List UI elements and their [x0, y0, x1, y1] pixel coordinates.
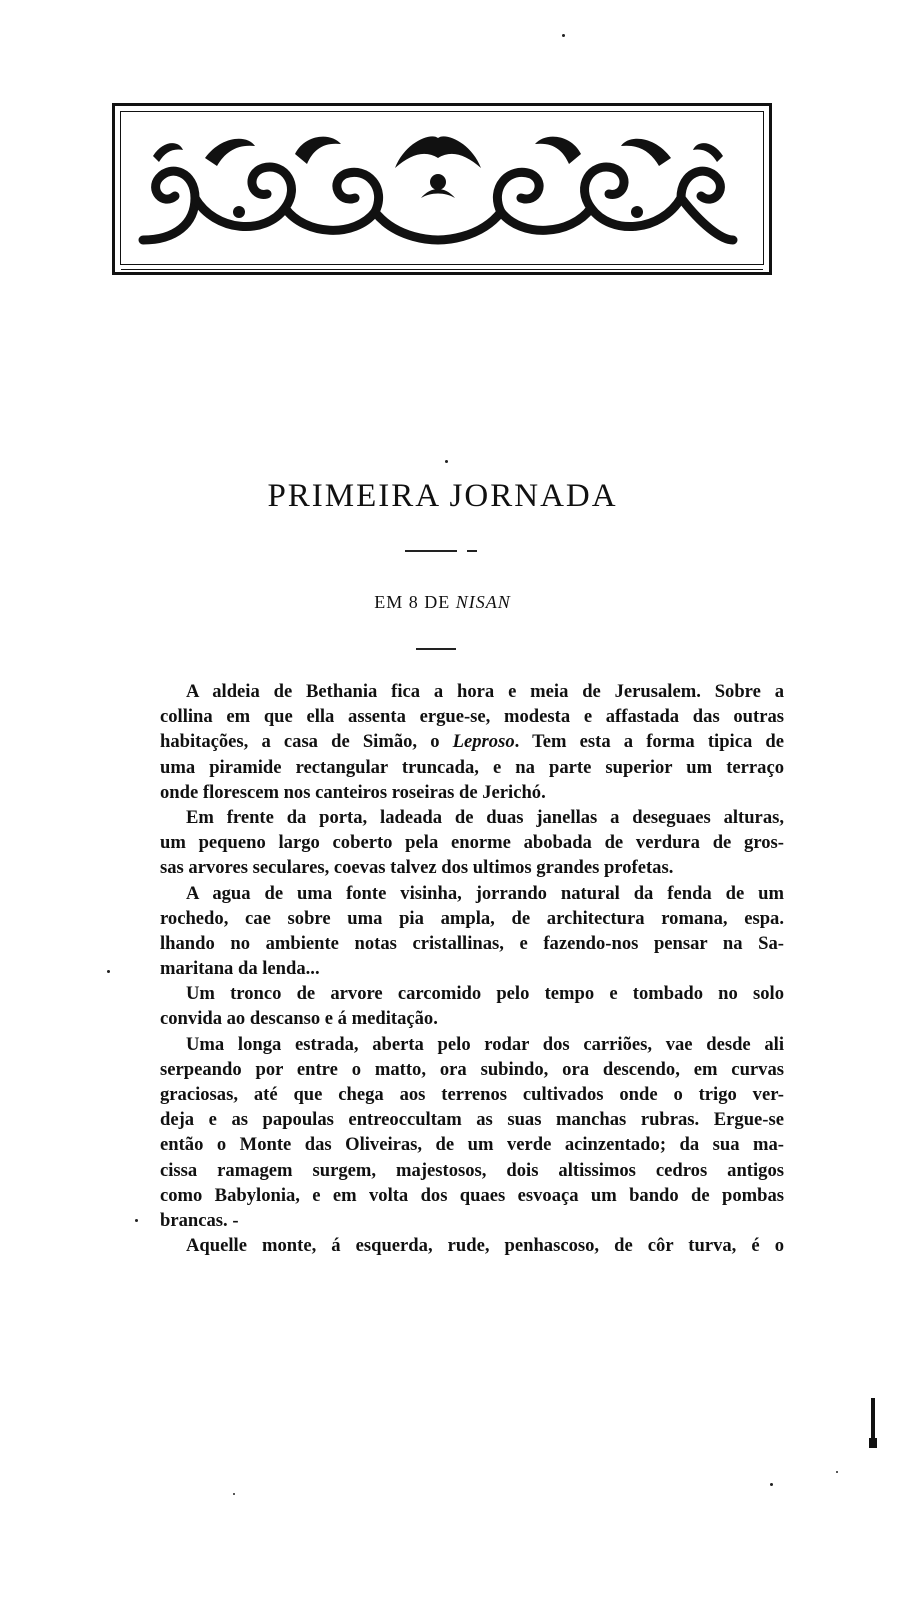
text-line: A aldeia de Bethania fica a hora e meia de Jerusalem. Sobre a [186, 681, 784, 702]
paragraph [160, 981, 784, 1031]
page-edge-mark [868, 1398, 878, 1450]
text-line: collina em que ella assenta ergue-se, modesta e affastada das outras [160, 706, 784, 728]
subtitle-dash-rule [416, 648, 456, 650]
body-text [160, 679, 784, 1258]
ink-speck [233, 1493, 235, 1495]
text-line: lhando no ambiente notas cristallinas, e fazendo-nos pensar na Sa- [160, 932, 784, 954]
ornament-bottom-rule [121, 269, 763, 270]
text-line: cissa ramagem surgem, majestosos, dois altissimos cedros antigos [160, 1159, 784, 1181]
text-line [160, 729, 784, 754]
text-line: Em frente da porta, ladeada de duas janellas a deseguaes alturas, [186, 806, 784, 828]
text-line: A agua de uma fonte visinha, jorrando natural da fenda de um [186, 882, 784, 904]
text-line: Aquelle monte, á esquerda, rude, penhascoso, de côr turva, é o [186, 1235, 784, 1257]
ink-speck [836, 1471, 838, 1473]
text-line: então o Monte das Oliveiras, de um verde acinzentado; da sua ma- [160, 1134, 784, 1156]
text-line: rochedo, cae sobre uma pia ampla, de architectura romana, espa. [160, 907, 784, 929]
title-dash-rule-right [467, 550, 477, 552]
paragraph [160, 679, 784, 805]
ink-speck [135, 1219, 138, 1222]
ink-speck [107, 970, 110, 973]
paragraph [160, 881, 784, 982]
subtitle-month: NISAN [455, 592, 511, 612]
text-line: deja e as papoulas entreoccultam as suas manchas rubras. Ergue-se [160, 1109, 784, 1131]
text-line: onde florescem nos canteiros roseiras de Jerichó. [160, 781, 546, 803]
subtitle-prefix: EM 8 DE [374, 592, 456, 612]
text-line: serpeando por entre o matto, ora subindo, ora descendo, em curvas [160, 1058, 784, 1080]
chapter-title: PRIMEIRA JORNADA [267, 478, 618, 514]
text-segment: . Tem esta a forma tipica de [514, 731, 784, 753]
text-line: convida ao descanso e á meditação. [160, 1008, 438, 1030]
ink-speck [445, 460, 448, 463]
italic-term: Leproso [452, 731, 515, 753]
chapter-subtitle [0, 592, 885, 613]
text-segment: habitações, a casa de Simão, o [160, 731, 453, 753]
text-line: maritana da lenda... [160, 958, 320, 980]
paragraph [160, 1233, 784, 1258]
text-line: uma piramide rectangular truncada, e na parte superior um terraço [160, 756, 784, 778]
text-line: Um tronco de arvore carcomido pelo tempo e tombado no solo [186, 983, 784, 1005]
text-line: brancas. - [160, 1209, 239, 1231]
text-line: um pequeno largo coberto pela enorme abobada de verdura de gros- [160, 832, 784, 854]
title-dash-rule-left [405, 550, 457, 552]
ink-speck [562, 34, 565, 37]
text-line: Uma longa estrada, aberta pelo rodar dos carriões, vae desde ali [186, 1033, 784, 1055]
floral-scroll-ornament-icon [135, 128, 741, 246]
header-ornament-frame [112, 103, 772, 275]
paragraph [160, 1032, 784, 1234]
paragraph [160, 805, 784, 881]
text-line: como Babylonia, e em volta dos quaes esvoaça um bando de pombas [160, 1184, 784, 1206]
ink-speck [770, 1483, 773, 1486]
text-line: sas arvores seculares, coevas talvez dos ultimos grandes profetas. [160, 857, 674, 879]
text-line: graciosas, até que chega aos terrenos cultivados onde o trigo ver- [160, 1084, 784, 1105]
